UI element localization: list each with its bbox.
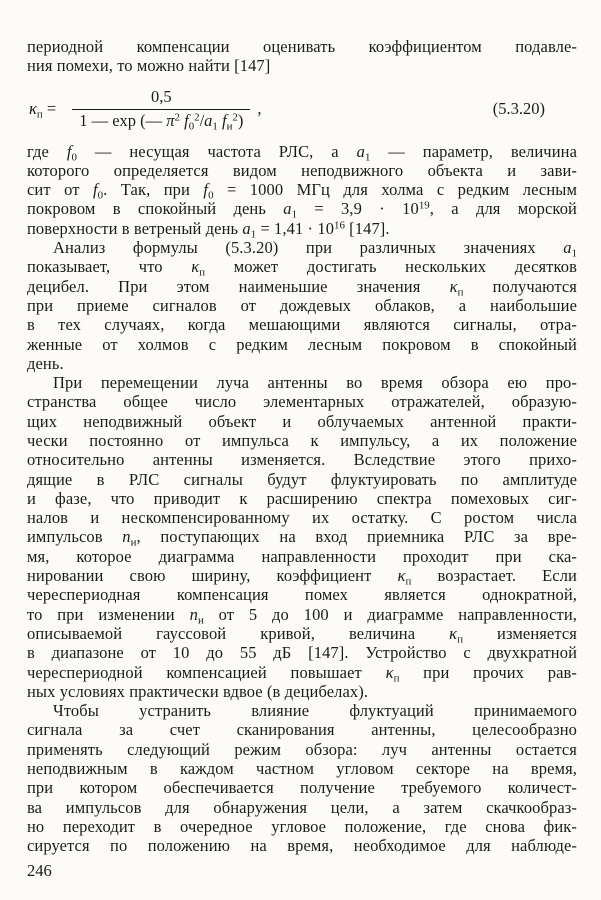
text-column: [27, 37, 577, 856]
text-line: сигнала за счет сканирования антенны, целесообразно: [27, 720, 577, 740]
equation-fraction: [72, 88, 250, 131]
text-line: в тех случаях, когда мешающими являются сигналы, отра-: [27, 315, 577, 335]
text-line: нировании свою ширину, коэффициент $\kappa_п$ возрастает. Если: [27, 566, 577, 588]
paragraph: [27, 37, 577, 76]
text-line: неподвижным в каждом частном угловом секторе на время,: [27, 759, 577, 779]
text-line: при приеме сигналов от дождевых облаков, а наибольшие: [27, 295, 577, 315]
text-line: покровом в спокойный день $a_1 = 3,9 \cdot 10^{19}$, а для морской: [27, 199, 577, 221]
paragraph: [27, 142, 577, 238]
text-line: мя, которое диаграмма направленности проходит при ска-: [27, 546, 577, 566]
text-line: сируется по положению на время, необходимое для наблюде-: [27, 836, 577, 856]
text-line: показывает, что $\kappa_п$ может достигать нескольких десятков: [27, 257, 578, 279]
text-line: и фазе, что приводит к расширению спектра помеховых сиг-: [27, 488, 577, 508]
text-line: описываемой гауссовой кривой, величина $\kappa_п$ изменяется: [27, 623, 577, 646]
text-line: ния помехи, то можно найти [147]: [27, 56, 271, 76]
equation-comma: ,: [257, 98, 262, 118]
text-line: применять следующий режим обзора: луч антенны остается: [27, 739, 577, 759]
text-line: где $f_0$ — несущая частота РЛС, а $a_1$ — параметр, величина: [27, 141, 577, 163]
text-line: которого определяется видом неподвижного объекта и зави-: [27, 160, 577, 180]
text-line: день.: [27, 353, 64, 373]
text-line: периодной компенсации оценивать коэффициентом подавле-: [27, 37, 577, 56]
text-line: странства общее число элементарных отражателей, образую-: [27, 392, 577, 412]
text-line: но переходит в очередное угловое положение, где снова фик-: [27, 816, 577, 836]
paragraph: [27, 701, 577, 855]
text-line: Чтобы устранить влияние флуктуаций принимаемого: [53, 701, 577, 721]
text-line: При перемещении луча антенны во время обзора ею про-: [53, 373, 577, 393]
text-line: женные от холмов с редким лесным покровом в спокойный: [27, 334, 577, 354]
text-line: сит от $f_0$. Так, при $f_0 = 1000$ МГц для холма с редким лесным: [27, 180, 577, 202]
text-line: в диапазоне от 10 до 55 дБ [147]. Устройство с двухкратной: [27, 643, 577, 663]
paragraph: [27, 373, 577, 701]
equation-numerator: 0,5: [150, 86, 172, 106]
equation-denominator: 1 — exp (— $\pi^2$ $f_0^2/a_1$ $f_и^2$): [72, 109, 250, 131]
text-line: ных условиях практически вдвое (в децибелах).: [27, 681, 369, 701]
paragraph: [27, 238, 577, 373]
text-line: чески постоянно от импульса к импульсу, а их положение: [27, 430, 577, 450]
text-line: при котором обеспечивается получение требуемого количест-: [27, 778, 577, 798]
text-line: череспериодной компенсацией повышает $\kappa_п$ при прочих рав-: [27, 662, 577, 684]
equation-number: (5.3.20): [492, 98, 545, 118]
text-line: относительно антенны изменяется. Вследствие этого прихо-: [27, 450, 577, 470]
text-line: Анализ формулы (5.3.20) при различных значениях $a_1$: [53, 238, 577, 260]
equation-lhs: $\kappa_п$ =: [29, 98, 57, 120]
text-line: децибел. При этом наименьшие значения $\kappa_п$ получаются: [27, 276, 577, 298]
equation: [29, 88, 577, 131]
text-line: череспериодная компенсация помех является однократной,: [27, 585, 577, 605]
text-line: импульсов $n_и$, поступающих на вход приемника РЛС за вре-: [27, 527, 577, 549]
text-line: поверхности в ветреный день $a_1 = 1,41 \cdot 10^{16}$ [147].: [27, 218, 390, 240]
text-line: ва импульсов для обнаружения цели, а затем скачкообраз-: [27, 797, 577, 817]
text-line: щих неподвижный объект и облучаемых антенной практи-: [27, 411, 577, 431]
text-line: то при изменении $n_и$ от 5 до 100 и диаграмме направленности,: [27, 604, 577, 626]
text-line: дящие в РЛС сигналы будут флуктуировать по амплитуде: [27, 469, 577, 489]
text-line: налов и нескомпенсированному их остатку. С ростом числа: [27, 508, 577, 528]
page-number: 246: [27, 860, 52, 880]
